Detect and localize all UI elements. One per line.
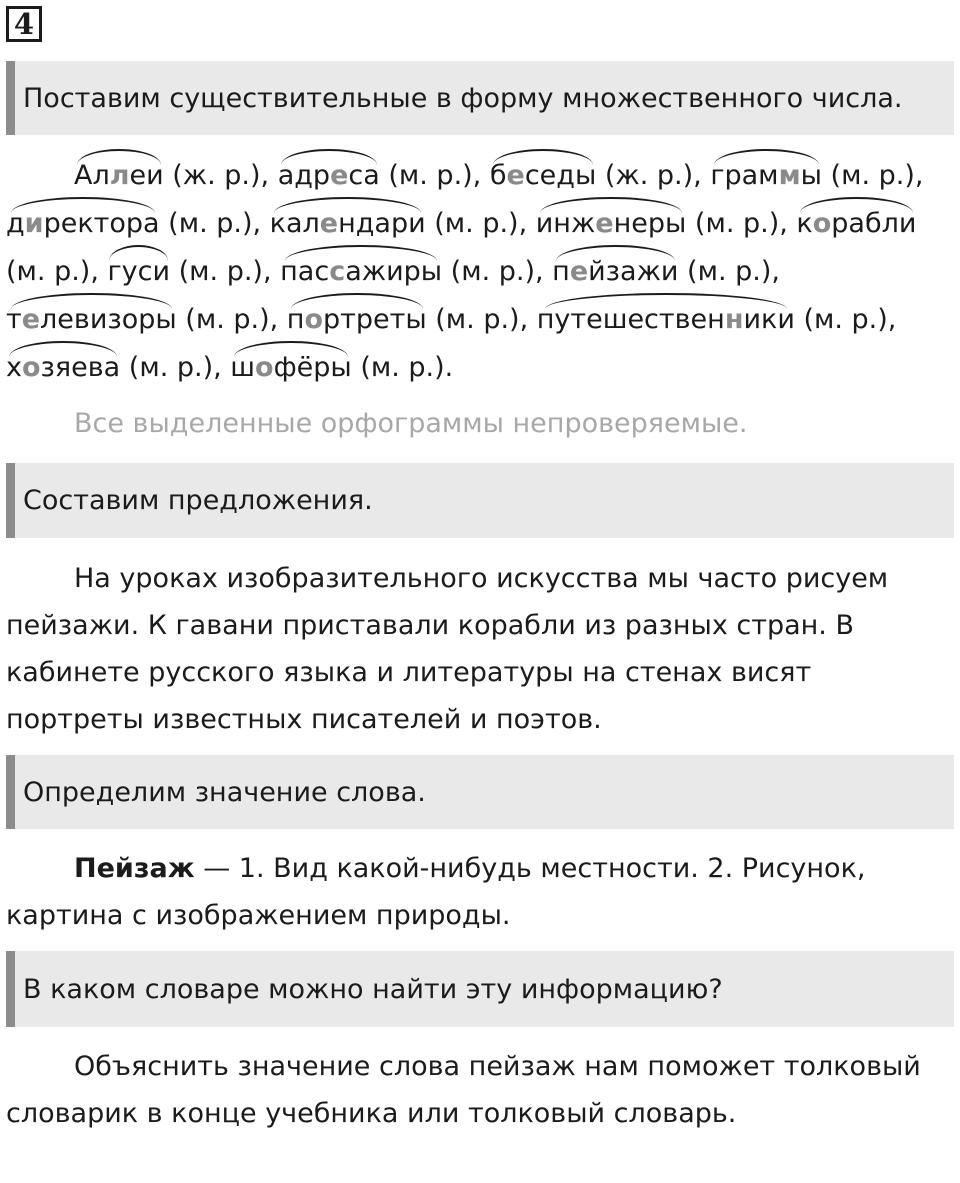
highlighted-letter: е [569,256,589,287]
plural-word: календари [270,200,426,248]
plural-word: Аллеи [74,152,164,200]
spelling-note: Все выделенные орфограммы непроверяемые. [74,408,748,439]
plural-word: телевизоры [6,296,177,344]
section-heading-meaning [6,755,954,829]
plural-word: портреты [287,296,427,344]
plural-words-paragraph [6,152,954,392]
plural-word: инженеры [536,200,687,248]
definition-text: — 1. Вид какой-нибудь местности. 2. Рисунок, картина с изображением природы. [6,853,866,931]
highlighted-letter: л [109,160,130,191]
heading-text: Определим значение слова. [23,776,426,808]
highlighted-letter: о [255,352,274,383]
highlighted-letter: е [319,208,339,239]
heading-text: В каком словаре можно найти эту информацию? [23,973,723,1005]
plural-word: директора [6,200,160,248]
plural-word: пассажиры [280,248,442,296]
highlighted-letter: о [21,352,41,383]
task-number-badge: 4 [6,6,42,42]
section-heading-plural [6,61,954,135]
highlighted-letter: н [724,304,744,335]
highlighted-letter: о [304,304,324,335]
highlighted-letter: и [24,208,44,239]
highlighted-letter: с [329,256,346,287]
definition-term: Пейзаж [74,853,195,884]
definition-paragraph [6,845,954,939]
highlighted-letter: е [506,160,525,191]
highlighted-letter: м [778,160,801,191]
highlighted-letter: е [595,208,614,239]
words-list: Аллеи (ж. р.), адреса (м. р.), беседы (ж. р.), граммы (м. р.), директора (м. р.), календари (м. р.), инженеры (м. р.), корабли (м. р.), гуси (м. р.), пассажиры (м. р.), пейзажи (м. р.), телевизоры (м. р.), портреты (м. р.), путешественники (м. р.), хозяева (м. р.), шофёры (м. р.). [6,160,923,383]
plural-word: пейзажи [552,248,678,296]
highlighted-letter: о [812,208,832,239]
section-heading-sentences [6,463,954,538]
heading-text: Поставим существительные в форму множественного числа. [23,82,903,114]
sentences-paragraph: На уроках изобразительного искусства мы часто рисуем пейзажи. К гавани приставали корабли из разных стран. В кабинете русского языка и литературы на стенах висят портреты известных писателей и поэтов. [6,563,889,735]
dictionary-answer-paragraph: Объяснить значение слова пейзаж нам поможет толковый словарик в конце учебника или толковый словарь. [6,1051,921,1129]
plural-word: беседы [490,152,596,200]
plural-word: путешественники [537,296,795,344]
highlighted-letter: е [21,304,41,335]
plural-word: хозяева [6,344,120,392]
plural-word: гуси [108,248,171,296]
plural-word: адреса [278,152,380,200]
plural-word: корабли [796,200,916,248]
section-heading-dictionary [6,951,954,1027]
plural-word: шофёры [230,344,351,392]
heading-text: Составим предложения. [23,485,373,516]
plural-word: граммы [710,152,822,200]
highlighted-letter: е [330,160,349,191]
